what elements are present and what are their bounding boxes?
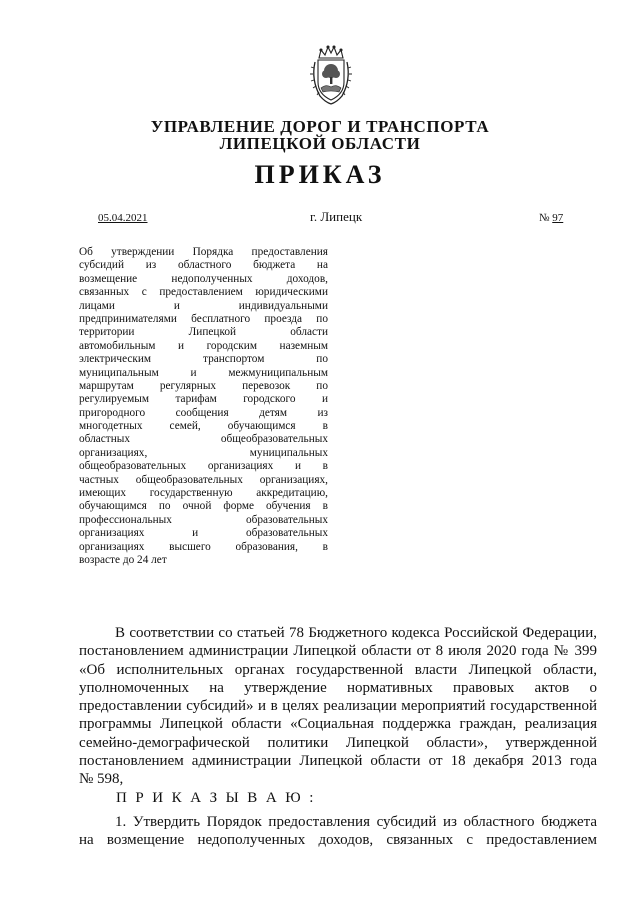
preamble-line: уполномоченных на утверждение нормативных правовых актов о bbox=[79, 679, 597, 696]
document-date: 05.04.2021 bbox=[98, 212, 148, 224]
subject-line: многодетных семей, обучающимся в bbox=[79, 420, 328, 433]
order-item-line: на возмещение недополученных доходов, связанных с предоставлением bbox=[79, 832, 597, 849]
number-value: 97 bbox=[552, 212, 564, 224]
subject-line: имеющих государственную аккредитацию, bbox=[79, 487, 328, 500]
order-item-line: 1. Утвердить Порядок предоставления субсидий из областного бюджета bbox=[115, 814, 597, 830]
subject-line: организациях и образовательных bbox=[79, 527, 328, 540]
subject-line: частных общеобразовательных организациях, bbox=[79, 473, 328, 486]
subject-line: связанных с предоставлением юридическими bbox=[79, 286, 328, 299]
subject-line: обучающимся по очной форме обучения в bbox=[79, 500, 328, 513]
subject-line: маршрутам регулярных перевозок по bbox=[79, 379, 328, 392]
subject-line: территории Липецкой области bbox=[79, 326, 328, 339]
preamble-line: «Об исполнительных органах государственной власти Липецкой области, bbox=[79, 661, 597, 678]
document-number bbox=[539, 212, 563, 224]
preamble-line: программы Липецкой области «Социальная поддержка граждан, реализация bbox=[79, 716, 597, 733]
preamble-line: постановлением администрации Липецкой области от 8 июля 2020 года № 399 bbox=[79, 643, 597, 660]
subject-line: пригородного сообщения детям из bbox=[79, 406, 328, 419]
document-city: г. Липецк bbox=[310, 209, 363, 224]
organization-name-line2: ЛИПЕЦКОЙ ОБЛАСТИ bbox=[219, 134, 421, 153]
subject-line: возрасте до 24 лет bbox=[79, 553, 167, 566]
subject-line: предпринимателями бесплатного проезда по bbox=[79, 312, 328, 325]
document-type-title: ПРИКАЗ bbox=[254, 160, 386, 189]
order-directive-word: П Р И К А З Ы В А Ю : bbox=[116, 790, 316, 806]
subject-line: общеобразовательных организациях и в bbox=[79, 460, 328, 473]
subject-line: областных общеобразовательных bbox=[79, 433, 328, 446]
number-sign: № bbox=[539, 212, 550, 224]
preamble-line: № 598, bbox=[79, 771, 124, 788]
document-subject bbox=[79, 246, 328, 567]
preamble-line: предоставлении субсидий» и в целях реализации мероприятий государственной bbox=[79, 698, 597, 715]
coat-of-arms-emblem bbox=[306, 44, 356, 106]
subject-line: возмещение недополученных доходов, bbox=[79, 272, 328, 285]
preamble-paragraph bbox=[79, 624, 597, 789]
order-item-1 bbox=[79, 813, 597, 850]
subject-line: организациях высшего образования, в bbox=[79, 540, 328, 553]
subject-line: регулируемым тарифам городского и bbox=[79, 393, 328, 406]
subject-line: организациях, муниципальных bbox=[79, 446, 328, 459]
subject-line: электрическим транспортом по bbox=[79, 353, 328, 366]
subject-line: автомобильным и городским наземным bbox=[79, 339, 328, 352]
preamble-line: семейно-демографической политики Липецкой области», утвержденной bbox=[79, 734, 597, 751]
organization-name-line1: УПРАВЛЕНИЕ ДОРОГ И ТРАНСПОРТА bbox=[150, 117, 490, 136]
preamble-line: постановлением администрации Липецкой области от 18 декабря 2013 года bbox=[79, 753, 597, 770]
preamble-line: В соответствии со статьей 78 Бюджетного кодекса Российской Федерации, bbox=[115, 625, 597, 641]
subject-line: Об утверждении Порядка предоставления bbox=[79, 246, 328, 258]
subject-line: профессиональных образовательных bbox=[79, 513, 328, 526]
subject-line: муниципальным и межмуниципальным bbox=[79, 366, 328, 379]
subject-line: субсидий из областного бюджета на bbox=[79, 259, 328, 272]
subject-line: лицами и индивидуальными bbox=[79, 299, 328, 312]
